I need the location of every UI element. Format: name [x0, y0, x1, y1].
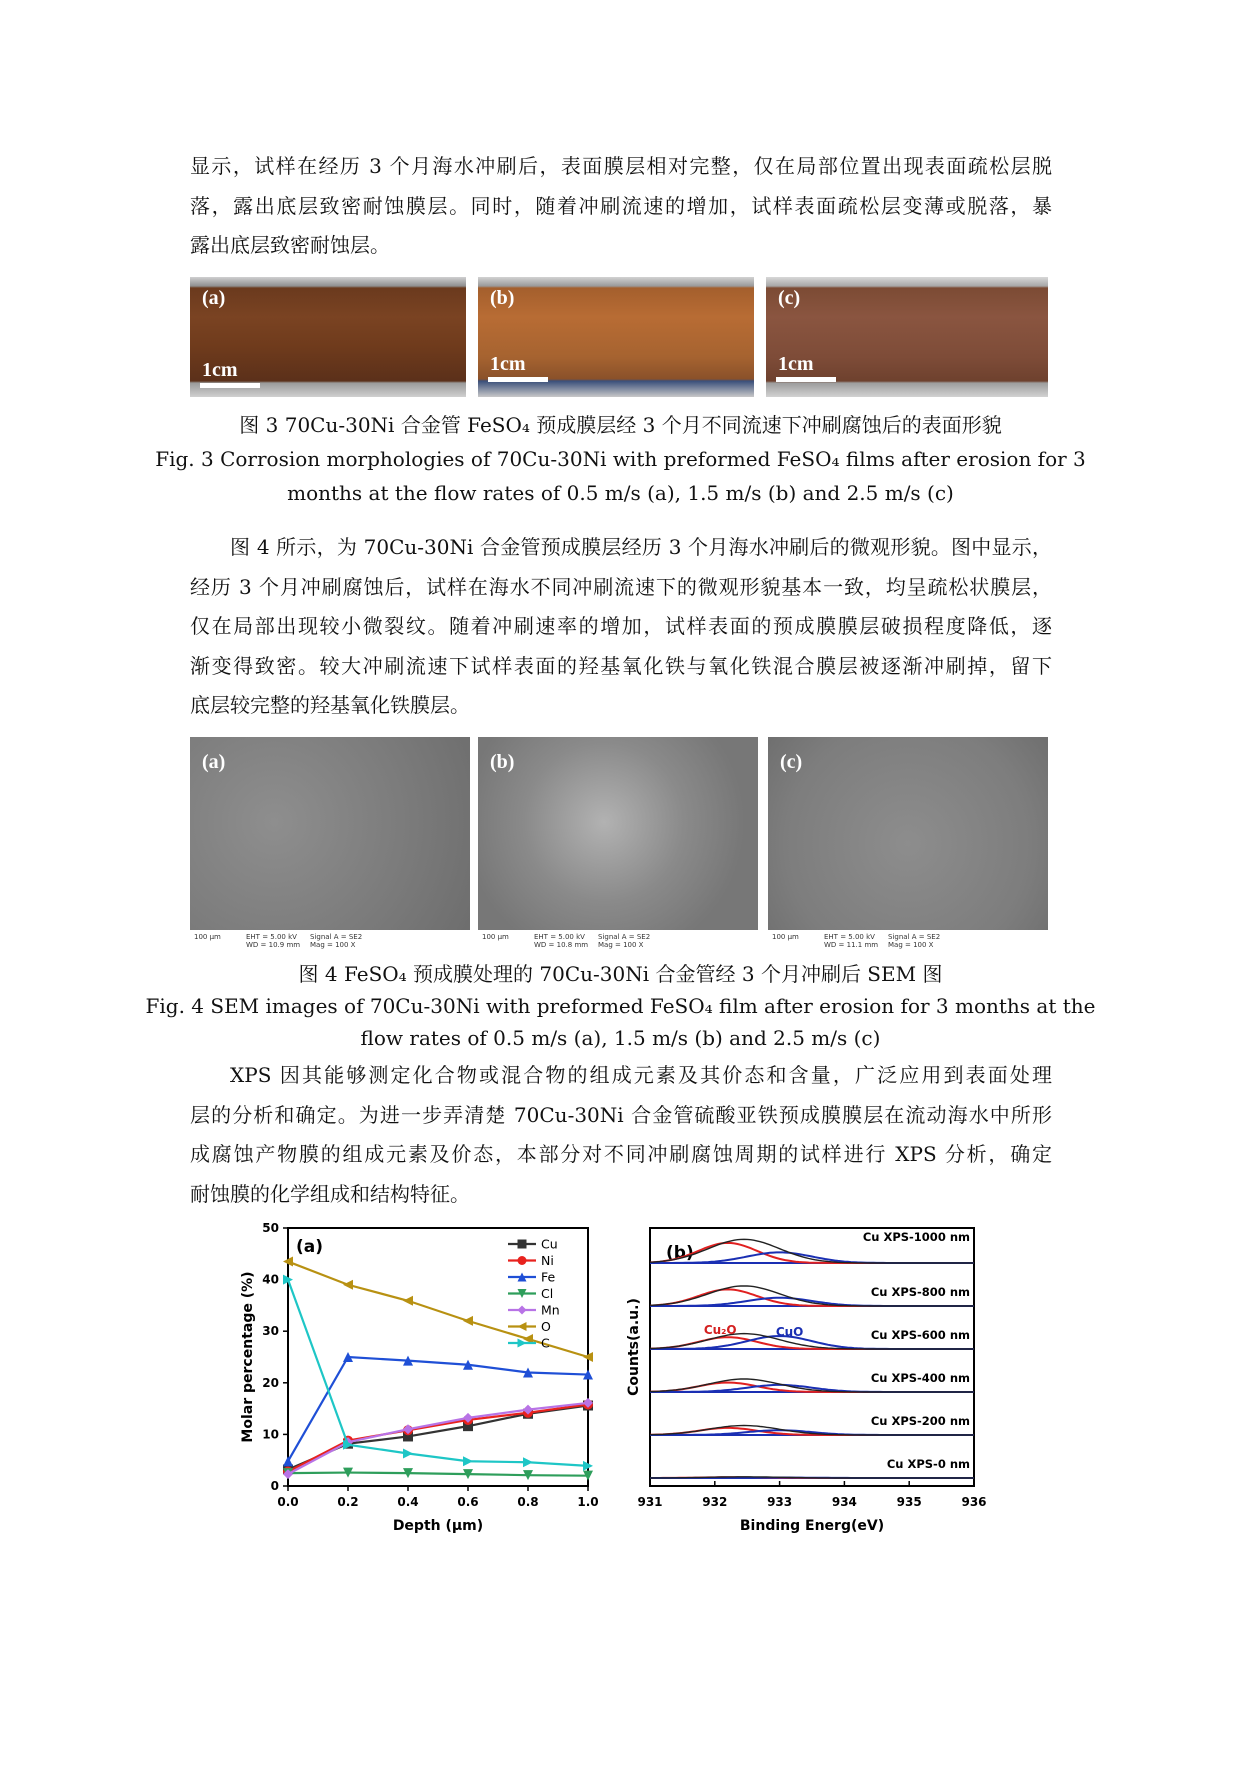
panel-label: (c)	[778, 287, 801, 309]
legend-label: Cl	[541, 1286, 554, 1301]
series-line-ni	[288, 1404, 588, 1471]
legend-label: O	[541, 1319, 551, 1334]
series-line-cu	[288, 1406, 588, 1470]
sem-mag: Mag = 100 X	[310, 941, 356, 949]
fig4-sem-a	[190, 737, 470, 950]
legend-marker	[518, 1240, 527, 1249]
text-line: XPS 因其能够测定化合物或混合物的组成元素及其价态和含量，广泛应用到表面处理	[230, 1063, 1052, 1087]
text-line: 渐变得致密。较大冲刷流速下试样表面的羟基氧化铁与氧化铁混合膜层被逐渐冲刷掉，留下	[190, 653, 1052, 678]
legend-marker	[518, 1322, 527, 1331]
data-point-c	[463, 1456, 473, 1466]
sem-signal: Signal A = SE2	[888, 933, 941, 941]
x-tick-label: 0.8	[517, 1495, 539, 1509]
paragraph-3	[190, 1056, 1052, 1214]
sem-mag: Mag = 100 X	[598, 941, 644, 949]
data-point-fe	[283, 1456, 293, 1466]
panel-label: (a)	[202, 287, 226, 309]
scale-bar	[200, 383, 260, 388]
series-line-fe	[288, 1357, 588, 1461]
legend-label: Cu	[541, 1236, 558, 1252]
scale-bar	[776, 377, 836, 382]
x-axis-label: Binding Energ(eV)	[739, 1518, 885, 1534]
fig4-caption	[0, 958, 1241, 1054]
data-point-c	[403, 1448, 413, 1458]
fig3-photo-c	[766, 277, 1048, 397]
legend-label: Ni	[541, 1253, 554, 1268]
y-axis-label: Molar percentage (%)	[240, 1271, 256, 1443]
legend-marker	[518, 1306, 527, 1315]
data-point-o	[403, 1296, 413, 1306]
spectrum-label: Cu XPS-200 nm	[870, 1414, 970, 1428]
sem-wd: WD = 10.9 mm	[246, 941, 301, 949]
paragraph-2	[190, 528, 1052, 726]
y-tick-label: 20	[262, 1375, 279, 1390]
text-line: 层的分析和确定。为进一步弄清楚 70Cu-30Ni 合金管硫酸亚铁预成膜膜层在流动海水中所形	[190, 1102, 1052, 1127]
sem-mag: Mag = 100 X	[888, 941, 934, 949]
spectrum-label: Cu XPS-1000 nm	[862, 1230, 970, 1244]
paragraph-1	[190, 147, 1052, 266]
cu2o-annotation: Cu₂O	[703, 1323, 737, 1337]
sem-info-strip	[478, 930, 758, 950]
fig3-caption	[0, 408, 1241, 510]
caption-cn: 图 3 70Cu-30Ni 合金管 FeSO₄ 预成膜层经 3 个月不同流速下冲刷腐蚀后的表面形貌	[239, 413, 1002, 437]
caption-cn: 图 4 FeSO₄ 预成膜处理的 70Cu-30Ni 合金管经 3 个月冲刷后 SEM 图	[298, 962, 943, 986]
plot-frame	[650, 1228, 974, 1486]
spectrum-label: Cu XPS-800 nm	[870, 1285, 970, 1299]
legend-label: Mn	[541, 1302, 560, 1318]
x-tick-label: 935	[896, 1495, 922, 1509]
data-point-c	[523, 1457, 533, 1467]
x-tick-label: 932	[702, 1495, 728, 1509]
text-line: 图 4 所示，为 70Cu-30Ni 合金管预成膜层经历 3 个月海水冲刷后的微观形貌。图中显示，	[230, 535, 1052, 559]
text-line: 显示，试样在经历 3 个月海水冲刷后，表面膜层相对完整，仅在局部位置出现表面疏松层脱	[190, 154, 1052, 178]
data-point-o	[343, 1280, 353, 1290]
legend-marker	[518, 1256, 527, 1265]
panel-label: (c)	[780, 751, 803, 773]
x-tick-label: 933	[767, 1495, 793, 1509]
sem-signal: Signal A = SE2	[310, 933, 363, 941]
sem-scalebar-label: 100 μm	[194, 933, 221, 941]
fig4-sem-b	[478, 737, 758, 950]
panel-label: (b)	[490, 287, 515, 309]
panel-label: (b)	[490, 751, 515, 773]
sem-scalebar-label: 100 μm	[772, 933, 799, 941]
sem-wd: WD = 10.8 mm	[534, 941, 589, 949]
cuo-peak	[650, 1252, 974, 1263]
panel-label: (a)	[202, 751, 226, 773]
x-tick-label: 1.0	[577, 1495, 599, 1509]
sem-signal: Signal A = SE2	[598, 933, 651, 941]
fig4-sem-c	[768, 737, 1048, 950]
data-point-o	[463, 1316, 473, 1326]
text-line: 落，露出底层致密耐蚀膜层。同时，随着冲刷流速的增加，试样表面疏松层变薄或脱落，暴	[190, 193, 1052, 218]
text-line: 底层较完整的羟基氧化铁膜层。	[190, 693, 470, 717]
spectrum-label: Cu XPS-400 nm	[870, 1371, 970, 1385]
sem-eht: EHT = 5.00 kV	[824, 933, 875, 941]
sem-info-strip	[190, 930, 470, 950]
y-tick-label: 30	[262, 1324, 279, 1339]
caption-en: flow rates of 0.5 m/s (a), 1.5 m/s (b) and 2.5 m/s (c)	[360, 1026, 881, 1050]
y-tick-label: 40	[262, 1272, 279, 1287]
panel-label: (a)	[296, 1237, 324, 1257]
sem-wd: WD = 11.1 mm	[824, 941, 879, 949]
x-axis-label: Depth (μm)	[392, 1518, 484, 1534]
x-tick-label: 934	[831, 1495, 857, 1509]
spectrum-label: Cu XPS-0 nm	[886, 1457, 970, 1471]
fig3-photo-a	[190, 277, 466, 397]
scale-label: 1cm	[490, 353, 526, 375]
text-line: 经历 3 个月冲刷腐蚀后，试样在海水不同冲刷流速下的微观形貌基本一致，均呈疏松状膜层，	[190, 574, 1052, 599]
series-line-cl	[288, 1473, 588, 1476]
x-tick-label: 0.6	[457, 1495, 479, 1509]
y-axis-label: Counts(a.u.)	[626, 1298, 642, 1396]
x-tick-label: 931	[637, 1495, 663, 1509]
y-tick-label: 10	[262, 1427, 279, 1442]
xps-spectra-chart	[618, 1220, 998, 1540]
x-tick-label: 0.0	[277, 1495, 299, 1509]
sem-info-strip	[768, 930, 1048, 950]
text-line: 露出底层致密耐蚀层。	[190, 233, 390, 257]
panel-label: (b)	[666, 1243, 694, 1263]
caption-en: Fig. 4 SEM images of 70Cu-30Ni with preformed FeSO₄ film after erosion for 3 months at the	[145, 994, 1096, 1018]
caption-en: Fig. 3 Corrosion morphologies of 70Cu-30Ni with preformed FeSO₄ films after erosion for 3	[155, 447, 1086, 471]
x-tick-label: 936	[961, 1495, 987, 1509]
scale-bar	[488, 377, 548, 382]
sem-eht: EHT = 5.00 kV	[246, 933, 297, 941]
text-line: 成腐蚀产物膜的组成元素及价态，本部分对不同冲刷腐蚀周期的试样进行 XPS 分析，确定	[190, 1142, 1052, 1166]
scale-label: 1cm	[778, 353, 814, 375]
scale-label: 1cm	[202, 359, 238, 381]
legend-label: Fe	[541, 1269, 556, 1285]
x-tick-label: 0.4	[397, 1495, 419, 1509]
spectrum-label: Cu XPS-600 nm	[870, 1328, 970, 1342]
x-tick-label: 0.2	[337, 1495, 359, 1509]
depth-profile-chart	[236, 1220, 616, 1540]
sem-eht: EHT = 5.00 kV	[534, 933, 585, 941]
fig3-photo-b	[478, 277, 754, 397]
y-tick-label: 50	[262, 1221, 279, 1235]
text-line: 仅在局部出现较小微裂纹。随着冲刷速率的增加，试样表面的预成膜膜层破损程度降低，逐	[190, 614, 1052, 638]
y-tick-label: 0	[270, 1479, 279, 1493]
caption-en: months at the flow rates of 0.5 m/s (a), 1.5 m/s (b) and 2.5 m/s (c)	[287, 481, 954, 505]
sem-scalebar-label: 100 μm	[482, 933, 509, 941]
legend-label: C	[541, 1335, 550, 1351]
cuo-annotation: CuO	[775, 1325, 804, 1339]
text-line: 耐蚀膜的化学组成和结构特征。	[190, 1181, 470, 1206]
